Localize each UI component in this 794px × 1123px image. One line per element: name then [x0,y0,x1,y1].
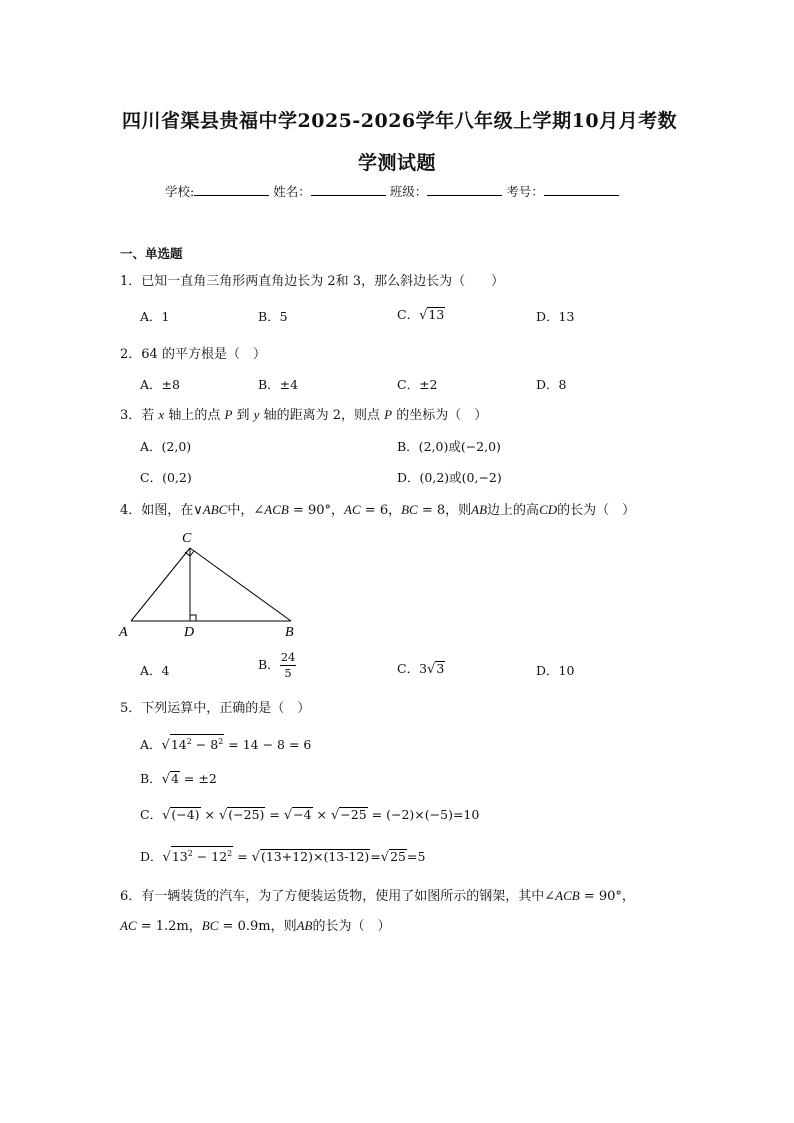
q5-a-tail: = 14 − 8 = 6 [224,737,312,752]
q4-text-g: 的长为（ ） [557,503,636,518]
q5-c-times-1: × [200,807,219,822]
sqrt-icon: √ [380,850,390,865]
side-ac [131,548,190,621]
q3-text-d: 轴的距离为 2，则点 [259,408,385,423]
q5-c-tail: = (−2)×(−5)=10 [367,807,480,822]
student-info-line [165,182,619,200]
q5-c-equals: = [265,807,284,822]
name-blank[interactable] [311,183,386,196]
exam-title-line2: 学测试题 [358,152,437,174]
vertex-label-a: A [119,625,128,640]
q5-d-base2: − 12 [192,849,228,864]
side-bc [190,548,291,621]
q5-d-radicand-3: 25 [390,849,406,864]
vertex-label-b: B [285,625,294,640]
q3-var-x: x [158,407,165,422]
q5-d-equals-2: = [370,849,381,864]
section-heading: 一、单选题 [120,246,183,261]
q3-text-c: 到 [232,408,254,423]
q5-option-a[interactable] [140,734,311,753]
sqrt-icon: √ [331,808,340,823]
q2-option-c[interactable]: C．±2 [397,377,438,392]
q5-a-base1: 14 [170,737,187,752]
q5-c-radicand-2: (−25) [228,807,265,822]
q5-d-base1: 13 [171,849,188,864]
q3-text-b: 轴上的点 [164,408,225,423]
q6-ac: AC [120,918,137,933]
q6-acb: ACB [555,888,580,903]
q3-text-e: 的坐标为（ ） [392,408,488,423]
q5-b-radicand: 4 [170,771,179,786]
q4-option-c[interactable] [397,659,445,677]
q4-acb: ACB [264,502,289,517]
q3-option-c[interactable]: C．(0,2) [140,470,192,485]
triangle-figure [115,525,315,640]
q4-ab: AB [471,502,488,517]
q5-option-c[interactable] [140,805,479,823]
fraction-numerator: 24 [280,650,296,664]
q1-option-c[interactable] [397,305,445,323]
q4-cd: CD [539,502,558,517]
class-blank[interactable] [427,183,502,196]
sqrt-icon: √ [283,808,293,823]
q5-a-prefix: A． [140,737,162,752]
question-5-stem: 5．下列运算中，正确的是（ ） [120,701,311,716]
school-label: 学校: [165,184,195,199]
number-label: 考号： [506,184,544,199]
q5-c-prefix: C． [140,807,163,822]
q4-b-fraction [280,650,297,681]
q5-d-radicand-2: (13+12)×(13-12) [260,849,370,864]
q6-text-a: 6．有一辆装货的汽车，为了方便装运货物，使用了如图所示的钢架，其中∠ [120,889,556,904]
question-2-stem: 2．64 的平方根是（ ） [120,347,266,362]
q6-text-e: 的长为（ ） [312,919,391,934]
sqrt-icon: √ [419,308,428,323]
q2-option-d[interactable]: D．8 [536,377,567,392]
question-1-stem: 1．已知一直角三角形两直角边长为 2和 3，那么斜边长为（ ） [120,274,505,289]
q5-a-radicand: $14^2 - 8^2$ [170,734,224,752]
q5-d-tail: =5 [406,849,426,864]
question-4-stem [120,499,635,518]
q3-var-p2: P [384,407,393,422]
q1-c-radicand: 13 [428,307,445,322]
q4-text-d: = 6， [360,503,402,518]
q5-c-radicand-1: (−4) [171,807,200,822]
q3-var-p: P [224,407,233,422]
q6-bc: BC [201,918,219,933]
q4-ac: AC [344,502,361,517]
q3-option-a[interactable]: A．(2,0) [140,439,192,454]
class-label: 班级： [389,184,428,199]
q4-text-e: = 8，则 [417,503,472,518]
q5-d-prefix: D． [140,849,163,864]
question-6-stem-line1 [120,885,635,904]
sqrt-icon: √ [162,850,171,865]
q2-option-a[interactable]: A．±8 [140,377,180,392]
q4-b-prefix: B． [258,657,280,672]
question-3-stem [120,404,487,423]
q1-option-d[interactable]: D．13 [536,309,575,324]
question-6-stem-line2 [120,915,391,934]
q5-c-radicand-3: −4 [293,807,312,822]
q3-option-b[interactable]: B．(2,0)或(−2,0) [397,439,501,454]
q4-option-b[interactable] [258,650,296,681]
q5-option-d[interactable] [140,846,425,865]
vertex-label-d: D [184,625,195,640]
q4-c-radicand: 3 [436,661,445,676]
q5-d-equals: = [233,849,252,864]
q4-bc: BC [401,502,418,517]
q5-c-radicand-4: −25 [340,807,367,822]
q4-c-prefix: C．3 [397,661,428,676]
q1-option-b[interactable]: B．5 [258,309,288,324]
q4-text-a: 4．如图，在∨ [120,503,203,518]
name-label: 姓名： [273,184,311,199]
q6-text-c: = 1.2m， [136,919,202,934]
sqrt-icon: √ [162,808,171,823]
school-blank[interactable] [194,183,269,196]
sqrt-icon: √ [161,772,170,787]
q2-option-b[interactable]: B．±4 [258,377,299,392]
q3-text-a: 3．若 [120,408,159,423]
exam-title-line1: 四川省渠县贵福中学2025-2026学年八年级上学期10月月考数 [122,110,678,132]
q6-ab: AB [296,918,313,933]
vertex-label-c: C [182,531,192,546]
q6-text-b: = 90°， [579,889,635,904]
q4-text-c: = 90°， [288,503,345,518]
q1-option-a[interactable]: A．1 [140,309,170,324]
q5-option-b[interactable] [140,769,217,787]
q6-text-d: = 0.9m，则 [218,919,297,934]
q4-option-a[interactable]: A．4 [140,663,170,678]
q5-a-base2: − 8 [191,737,219,752]
q4-abc: ABC [202,502,228,517]
q5-c-times-2: × [312,807,331,822]
right-angle-mark-d [190,615,196,621]
sqrt-icon: √ [161,738,170,753]
q5-b-prefix: B． [140,771,162,786]
q4-text-b: 中，∠ [227,503,265,518]
q5-d-radicand-1: $13^2 - 12^2$ [171,846,233,864]
q3-option-d[interactable]: D．(0,2)或(0,−2) [397,470,502,485]
sqrt-icon: √ [251,850,260,865]
q4-option-d[interactable]: D．10 [536,663,575,678]
number-blank[interactable] [544,183,619,196]
q4-text-f: 边上的高 [487,503,540,518]
fraction-denominator: 5 [284,666,292,680]
q5-b-tail: = ±2 [179,771,217,786]
sqrt-icon: √ [218,808,228,823]
q1-c-prefix: C． [397,307,420,322]
sqrt-icon: √ [427,662,436,677]
q3-var-y: y [253,407,260,422]
